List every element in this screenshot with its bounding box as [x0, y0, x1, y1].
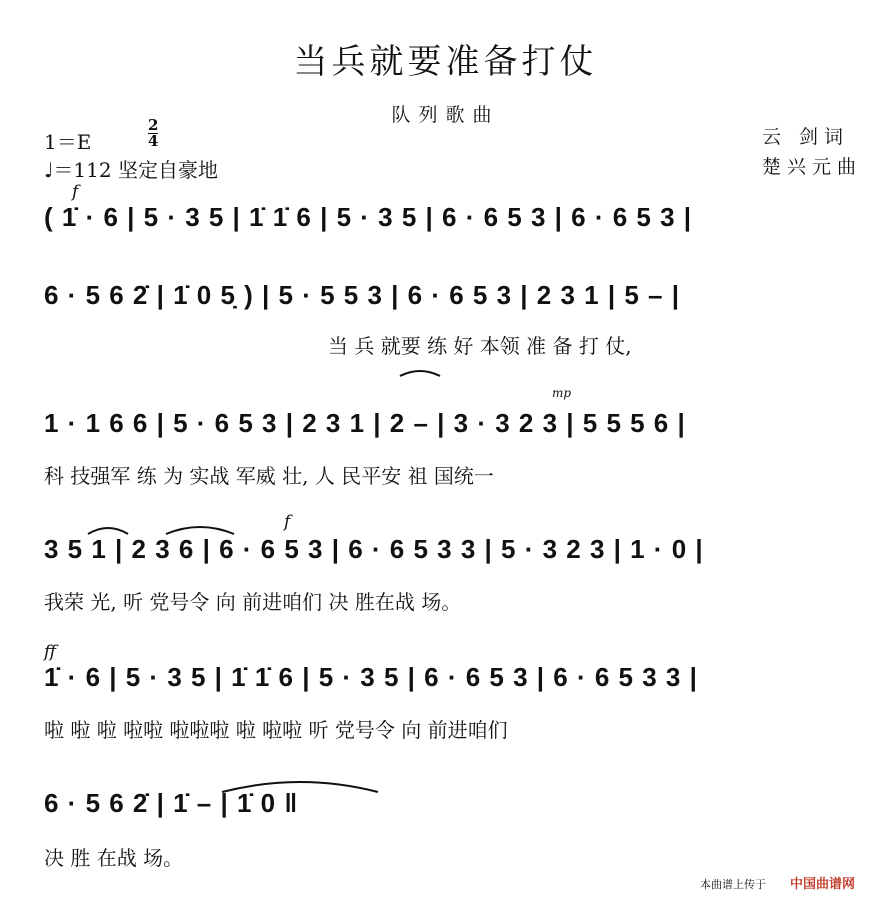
dynamic-mark: ff	[44, 642, 57, 662]
lyricist: 云 剑词	[762, 126, 850, 148]
site-logo: 中国曲谱网	[790, 877, 856, 892]
dynamic-mark: mp	[552, 386, 572, 400]
notation-line: 6 · 5 6 2̇ | 1̇ – | 1̇ 0 ‖	[44, 788, 299, 818]
time-signature-top: 2	[148, 116, 159, 134]
lyric-line: 当 兵 就要 练 好 本领 准 备 打 仗,	[328, 334, 632, 358]
upload-note: 本曲谱上传于	[700, 878, 766, 891]
composer: 楚兴元曲	[762, 156, 863, 178]
notation-line: ( 1̇ · 6 | 5 · 3 5 | 1̇ 1̇ 6 | 5 · 3 5 | 6 · 6 5 3 | 6 · 6 5 3 |	[44, 202, 693, 232]
notation-line: 1̇ · 6 | 5 · 3 5 | 1̇ 1̇ 6 | 5 · 3 5 | 6 · 6 5 3 | 6 · 6 5 3 3 |	[44, 662, 698, 692]
key-signature: 1＝E	[44, 130, 92, 154]
lyric-line: 决 胜 在战 场。	[44, 846, 184, 870]
song-subtitle: 队列歌曲	[391, 104, 500, 126]
dynamic-mark: f	[72, 182, 79, 202]
tie-arc	[88, 528, 128, 534]
lyric-line: 啦 啦 啦 啦啦 啦啦啦 啦 啦啦 听 党号令 向 前进咱们	[44, 718, 508, 742]
song-title: 当兵就要准备打仗	[293, 42, 598, 82]
tempo-marking: ♩＝112 坚定自豪地	[44, 158, 218, 182]
tie-arc	[400, 371, 440, 376]
notation-line: 1 · 1 6 6 | 5 · 6 5 3 | 2 3 1 | 2 – | 3 · 3 2 3 | 5 5 5 6 |	[44, 408, 686, 438]
time-signature-bottom: 4	[148, 132, 159, 150]
lyric-line: 科 技强军 练 为 实战 军威 壮, 人 民平安 祖 国统一	[44, 464, 494, 488]
notation-line: 3 5 1 | 2 3 6 | 6 · 6 5 3 | 6 · 6 5 3 3 | 5 · 3 2 3 | 1 · 0 |	[44, 534, 704, 564]
notation-line: 6 · 5 6 2̇ | 1̇ 0 5̣ ) | 5 · 5 5 3 | 6 · 6 5 3 | 2 3 1 | 5 – |	[44, 280, 680, 310]
lyric-line: 我荣 光, 听 党号令 向 前进咱们 决 胜在战 场。	[44, 590, 462, 614]
tie-arc	[166, 527, 234, 534]
dynamic-mark: f	[284, 512, 291, 532]
